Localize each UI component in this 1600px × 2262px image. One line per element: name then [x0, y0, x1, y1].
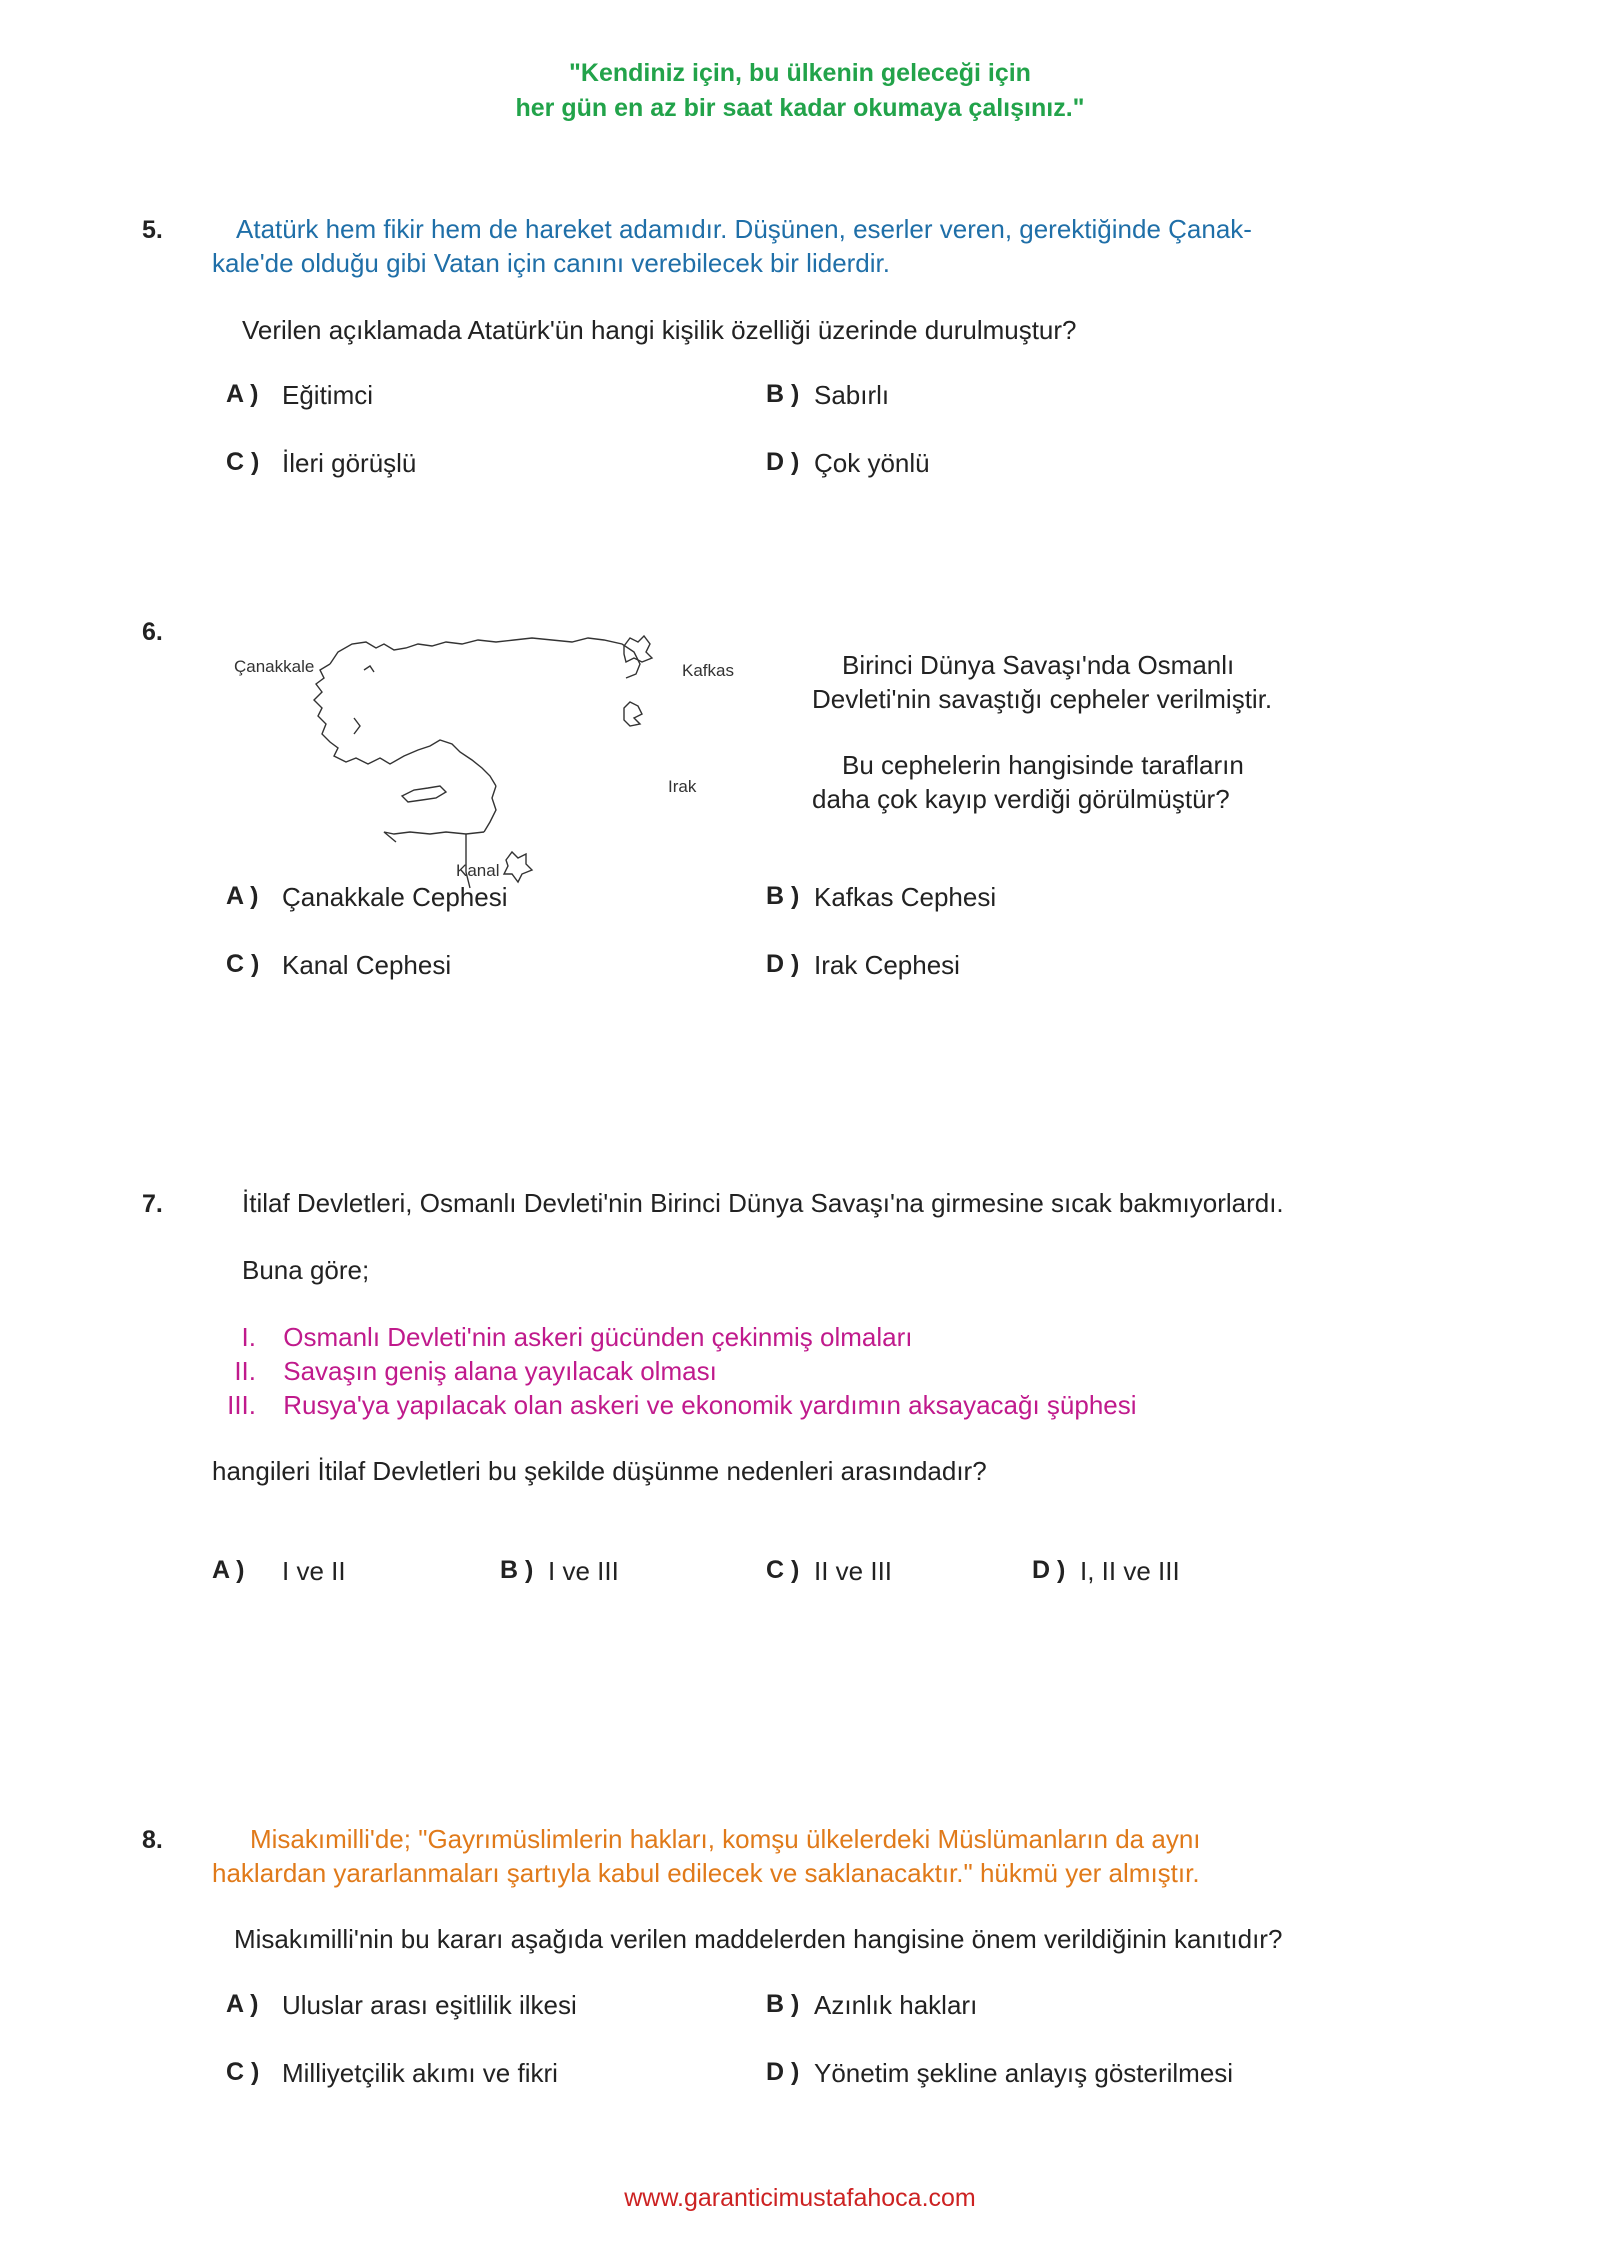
statement-text: Osmanlı Devleti'nin askeri gücünden çekinmiş olmaları [283, 1322, 913, 1352]
option-c[interactable] [226, 448, 259, 477]
option-letter: B ) [500, 1556, 534, 1584]
option-b[interactable] [766, 1990, 799, 2019]
cyprus-outline [402, 786, 446, 802]
question-prompt: Verilen açıklamada Atatürk'ün hangi kişilik özelliği üzerinde durulmuştur? [242, 315, 1077, 345]
option-c-text[interactable]: II ve III [814, 1556, 893, 1586]
question-number: 7. [142, 1190, 163, 1218]
map-label-kanal: Kanal [456, 861, 500, 880]
option-letter: D ) [766, 448, 800, 476]
option-a[interactable] [226, 1990, 258, 2019]
option-c[interactable] [766, 1556, 799, 1585]
option-letter: A ) [212, 1556, 245, 1584]
option-letter: C ) [766, 1556, 800, 1584]
option-d-text[interactable]: Yönetim şekline anlayış gösterilmesi [814, 2058, 1234, 2088]
option-c-text[interactable]: Kanal Cephesi [282, 950, 452, 980]
option-b-text[interactable]: Azınlık hakları [814, 1990, 978, 2020]
question-prompt: hangileri İtilaf Devletleri bu şekilde düşünme nedenleri arasındadır? [212, 1456, 987, 1486]
option-d-text[interactable]: Irak Cephesi [814, 950, 960, 980]
header-quote [0, 56, 1600, 126]
option-letter: D ) [766, 2058, 800, 2086]
option-d[interactable] [766, 448, 799, 477]
kanal-burst-icon [504, 852, 532, 882]
option-d[interactable] [1032, 1556, 1065, 1585]
question-prompt: Misakımilli'nin bu kararı aşağıda verilen maddelerden hangisine önem verildiğinin kanıtıdır? [234, 1924, 1283, 1954]
question-text: İtilaf Devletleri, Osmanlı Devleti'nin Birinci Dünya Savaşı'na girmesine sıcak bakmıyorlardı. [242, 1188, 1284, 1218]
option-a[interactable] [226, 380, 258, 409]
question-text-line-1: Misakımilli'de; "Gayrımüslimlerin hakları, komşu ülkelerdeki Müslümanların da aynı [250, 1824, 1201, 1854]
question-text-line-2: haklardan yararlanmaları şartıyla kabul edilecek ve saklanacaktır." hükmü yer almıştır. [212, 1858, 1200, 1888]
option-a-text[interactable]: Çanakkale Cephesi [282, 882, 508, 912]
question-text-line-2: Devleti'nin savaştığı cepheler verilmiştir. [812, 684, 1273, 714]
statement-roman: III. [227, 1390, 256, 1420]
question-number: 6. [142, 618, 163, 646]
question-lead: Buna göre; [242, 1255, 370, 1285]
statement-text: Rusya'ya yapılacak olan askeri ve ekonomik yardımın aksayacağı şüphesi [283, 1390, 1137, 1420]
option-letter: D ) [1032, 1556, 1066, 1584]
question-text-line-4: daha çok kayıp verdiği görülmüştür? [812, 784, 1230, 814]
statement-roman: I. [241, 1322, 256, 1352]
option-letter: A ) [226, 1990, 259, 2018]
option-letter: C ) [226, 950, 260, 978]
statement-2 [196, 1354, 717, 1388]
option-b-text[interactable]: I ve III [548, 1556, 619, 1586]
question-number: 5. [142, 216, 163, 244]
statement-1 [196, 1320, 912, 1354]
question-text-line-3: Bu cephelerin hangisinde tarafların [842, 750, 1244, 780]
fronts-map [234, 622, 754, 892]
statement-text: Savaşın geniş alana yayılacak olması [283, 1356, 717, 1386]
option-letter: A ) [226, 380, 259, 408]
option-letter: C ) [226, 448, 260, 476]
option-letter: C ) [226, 2058, 260, 2086]
option-b[interactable] [766, 882, 799, 911]
option-c[interactable] [226, 2058, 259, 2087]
option-a-text[interactable]: I ve II [282, 1556, 346, 1586]
option-c-text[interactable]: Milliyetçilik akımı ve fikri [282, 2058, 558, 2088]
question-text-line-2: kale'de olduğu gibi Vatan için canını verebilecek bir liderdir. [212, 248, 890, 278]
option-a[interactable] [212, 1556, 244, 1585]
option-letter: B ) [766, 380, 800, 408]
statement-3 [196, 1388, 1137, 1422]
question-number: 8. [142, 1826, 163, 1854]
option-b[interactable] [766, 380, 799, 409]
map-label-irak: Irak [668, 777, 697, 796]
option-b-text[interactable]: Sabırlı [814, 380, 890, 410]
option-d-text[interactable]: I, II ve III [1080, 1556, 1180, 1586]
option-a[interactable] [226, 882, 258, 911]
option-letter: A ) [226, 882, 259, 910]
anatolia-outline [314, 638, 640, 888]
option-c[interactable] [226, 950, 259, 979]
small-island-outline [624, 702, 642, 726]
kafkas-burst-icon [624, 636, 652, 662]
statement-roman: II. [234, 1356, 256, 1386]
option-c-text[interactable]: İleri görüşlü [282, 448, 417, 478]
option-d[interactable] [766, 950, 799, 979]
option-letter: B ) [766, 1990, 800, 2018]
option-a-text[interactable]: Eğitimci [282, 380, 374, 410]
question-text-line-1: Birinci Dünya Savaşı'nda Osmanlı [842, 650, 1235, 680]
question-text-line-1: Atatürk hem fikir hem de hareket adamıdır. Düşünen, eserler veren, gerektiğinde Çanak- [236, 214, 1252, 244]
option-d-text[interactable]: Çok yönlü [814, 448, 930, 478]
option-b[interactable] [500, 1556, 533, 1585]
quote-line-2: her gün en az bir saat kadar okumaya çalışınız." [515, 94, 1085, 122]
option-d[interactable] [766, 2058, 799, 2087]
option-b-text[interactable]: Kafkas Cephesi [814, 882, 997, 912]
option-letter: D ) [766, 950, 800, 978]
option-a-text[interactable]: Uluslar arası eşitlilik ilkesi [282, 1990, 577, 2020]
option-letter: B ) [766, 882, 800, 910]
footer-url[interactable]: www.garanticimustafahoca.com [624, 2184, 976, 2212]
quote-line-1: "Kendiniz için, bu ülkenin geleceği için [569, 59, 1031, 87]
map-label-canakkale: Çanakkale [234, 657, 315, 676]
map-label-kafkas: Kafkas [682, 661, 734, 680]
